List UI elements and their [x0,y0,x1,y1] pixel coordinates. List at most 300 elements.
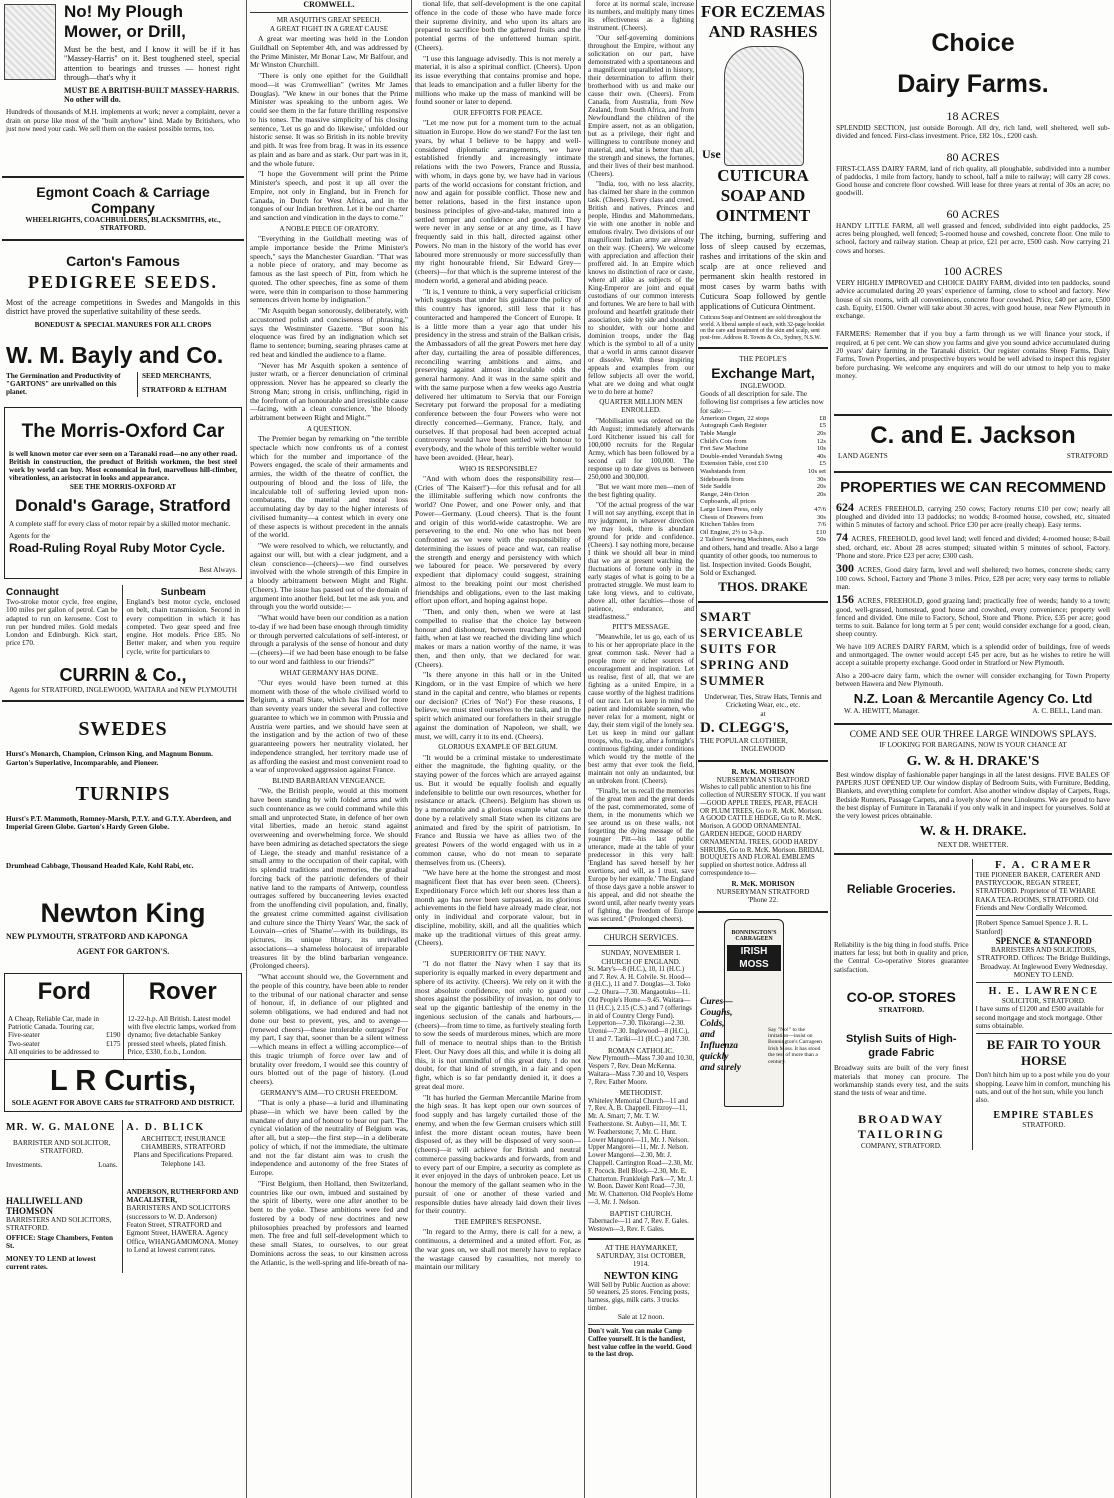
item-label: Chests of Drawers from [700,513,764,521]
rover-title: Rover [148,977,217,1005]
smart-at: at [760,709,766,718]
property-listing [834,530,1112,561]
newton-sub: NEW PLYMOUTH, STRATFORD AND KAPONGA [6,931,188,941]
item-label: Sideboards from [700,475,744,483]
exchange-mart-ad [698,353,828,597]
exchange-foot: and others, hand and treadle. Also a large quantity of other goods, too numerous to list. Inspection invited. Goods Bought, Sold or Exchanged. [700,543,819,577]
irish-moss-ad [698,917,828,1111]
smart-line: SERVICEABLE [700,625,804,641]
morison-phone: 'Phone 22. [747,896,779,905]
article-paras-6 [250,1099,408,1267]
currin-ad [2,658,244,696]
professional-cards [2,1120,244,1274]
roman-body: New Plymouth—Mass 7.30 and 10.30, Vespers 7, Rev. Dean McKenna. Waitara—Mass 7.30 and 10, Vespers 7, Rev. Father Moore. [588,1055,694,1086]
column-rule [696,0,697,1498]
clegg-title: D. CLEGG'S, [700,720,789,737]
irish-title: IRISH MOSS [727,945,781,971]
turnips-title: TURNIPS [75,782,171,805]
halliwell-sub: BARRISTERS AND SOLICITORS, STRATFORD. [6,1215,112,1232]
irish-foot: Say "No!" to the imitation—insist on Bonnington's Carrageen Irish Moss. It has stood the test of more than a century. [768,1026,822,1065]
item-price: 40s [816,452,826,460]
empire-sub: STRATFORD. [1022,1121,1066,1130]
item-label: Large Linen Press, only [700,505,763,513]
item-price: 30s [816,513,826,521]
peace-subhead: OUR EFFORTS FOR PEACE. [453,109,543,117]
drake-sig: THOS. DRAKE [718,579,808,595]
exchange-item-row [700,422,826,430]
currin-title: CURRIN & Co., [59,665,187,686]
exchange-item-row [700,453,826,461]
gwh-body: Best window display of fashionable paper hangings in all the latest designs. FIVE BALES OF PAPERS JUST OPENED UP. Our window display of Bedroom Suits, with Furniture, Bedding, Blankets, and everything complete for comfort. Also another window display of Carpets, Rugs, Bedside Runners, Passage Carpets, and a lovely show of new Linoleums. We are proud to have the best display of Furniture in Taranaki if you only walk in and inspect for yourselves. Sold at the very lowest prices obtainable. [836,770,1110,821]
newton-agent: AGENT FOR GARTON'S. [76,947,170,957]
smart-line: SUITS FOR [700,641,778,657]
article-paras-1 [250,35,408,223]
ford-foot: All enquiries to be addressed to [8,1048,99,1057]
property-description: ACRES FREEHOLD, carrying 250 cows; Factory returns £10 per cow; nearly all ploughed and divided into 13 paddocks; no wodds; 8-roomed house, cowshed, etc, situated within 5 minutes of factory and school. Price £30 per acre (really cheap). Easy terms. [836,504,1111,530]
bayly-title: W. M. Bayly and Co. [6,341,224,368]
donald-body: A complete staff for every class of motor repair by a skilled motor mechanic. [9,520,231,529]
cure-word: quickly [700,1051,729,1062]
column-rule [411,0,412,1498]
cure-word: Coughs, [700,1007,733,1018]
ford-body: A Cheap, Reliable Car, made in Patriotic Canada. Touring car, [8,1014,99,1031]
choice-title: Choice [931,29,1015,57]
pitt-subhead: PITT'S MESSAGE. [612,622,670,631]
article-paragraph: "It would be a criminal mistake to underestimate either the magnitude, the fighting quality, or the staying power of the forces which are arrayed against us. But it would be equally foolish and equally indefensible to belittle our own resources, whether for resistance or attack. (Cheers). Belgium has shown us by a memorable and a glorious example what can be done by a relatively small State when its citizens are animated and fired by the spirit of patriotism. In France and Russia we have as allies two of the greatest Powers of the world engaged with us in a common cause, who do not mean to separate themselves from us. (Cheers). [415,752,581,867]
church-eng-heading: CHURCH OF ENGLAND. [601,957,681,966]
item-price: £5 [819,460,826,468]
plough-title: No! My Plough Mower, or Drill, [64,2,186,41]
exchange-item-row [700,536,826,544]
jackson-sub-left: LAND AGENTS [838,452,888,461]
cromwell-heading: CROMWELL. [303,0,355,9]
price-value: £190 [106,1031,121,1040]
property-listing [834,643,1112,668]
article-paragraph: "Meanwhile, let us go, each of us to his or her appropriate place in the great common task. Never had a people more or richer sources of encouragement and inspiration. Let us realise, first of all, that we are fighting as a united Empire, in a cause worthy of the highest traditions of our race. Let us keep in mind the patient and indomitable seamen, who never relax for a moment, night or day, their stern vigil of the lonely sea. Let us keep in mind our gallant troops, who, to-day, after a fortnight's continuous fighting, under conditions which would try the mettle of the best army that ever took the field, maintain not only an undaunted, but an unbroken front. (Cheers). [588,632,694,785]
massey-harris-ad [2,0,244,172]
egmont-sub: WHEELRIGHTS, COACHBUILDERS, BLACKSMITHS, etc., STRATFORD. [25,216,221,233]
exchange-item-row [700,491,826,499]
article-paragraph: force at its normal scale, increase its numbers, and multiply many times its effectiveness as a fighting instrument. (Cheers). [588,0,694,32]
column-1 [2,0,244,1498]
bottom-ads [834,859,1112,1150]
item-price: 7/6 [817,521,826,529]
exchange-item-row [700,438,826,446]
exchange-item-row [700,445,826,453]
farm-acres: 80 ACRES [946,149,1000,164]
smart-line: SPRING AND [700,657,790,673]
article-paras-7 [415,0,581,107]
malone-loans: Loans. [98,1161,118,1170]
exchange-item-list [700,415,826,544]
item-label: Kitchen Tables from [700,521,754,529]
lawrence-body: I have sums of £1200 and £500 available for second mortgage and stock mortgage. Other sums obtainable. [975,1005,1104,1030]
connaught-ad [2,585,123,658]
price-label: Five-seater [8,1031,40,1040]
camp-coffee-note: Don't wait. You can make Camp Coffee yourself. It is the handiest, best value coffee in the world. Good to the last drop. [588,1328,692,1359]
article-paragraph: "I use this language advisedly. This is not merely a material, it is also a spiritual conflict. (Cheers). Upon its issue everything that contains promise and hope, that leads to emancipation and a fuller liberty for the millions who make up the mass of mankind will be found sooner or later to depend. [415,53,581,107]
column-3 [415,0,581,1498]
article-paragraph: "We, the British people, would at this moment have been standing by with folded arms and with such countenance as we could command while this small and unprotected State, in defence of her own vital liberties, made an heroic stand against overweening and overwhelming force. We should have been admiring as detached spectators the siege of Liege, the steady and manful resistance of a small army to the occupation of their capital, with its splendid traditions and memories, the gradual forcing back of the patriotic defenders of their native land to the ramparts of Antwerp, countless outrages suffered by buccaneering levies exacted from the unoffending civil population, and, finally, the greatest crime committed against civilisation and culture since the Thirty Years' War, the sack of Louvain—cries of 'Shame'—with its buildings, its pictures, its unique library, its unrivalled associations—a shameless holocaust of irreparable treasures lit by the blind barbarian vengeance. (Prolonged cheers). [250,786,408,971]
halliwell-money: MONEY TO LEND at lowest current rates. [6,1254,96,1272]
church-eng-body: St. Mary's—8 (H.C.), 10, 11 (H.C.) and 7. Rev. A. H. Colvile. St. Hood—8 (H.C.), 11 and 7. Douglas—3. Toko—2. Ohura—7.30. Mangaotuku—11. Old People's Home—9.45. Waitara—11 (H.C.), 2.15 (C.S.) and 7 (offerings in aid of Country Clergy Fund). Lepperton—7.30. Tikorangi—2.30. Urenui—7.30. Inglewood—8 (H.C.), 11 and 7. Tariki—11 (H.C.) and 7.30. [588,965,692,1044]
exchange-item-row [700,498,826,506]
drumhead-text: Drumhead Cabbage, Thousand Headed Kale, Kohl Rabi, etc. [6,861,194,870]
farm-acres: 18 ACRES [946,109,1000,123]
bottom-left-ads [834,859,973,1150]
blick-sub: ARCHITECT, INSURANCE CHAMBERS, STRATFORD [141,1134,226,1151]
cure-word: Colds, [700,1018,725,1029]
farm-description: SPLENDID SECTION, just outside Borough. All dry, rich land, well sheltered, well sub-divided and fenced. First-class investment. Price, £82 10s., £200 cash. [836,124,1110,141]
halliwell-title: HALLIWELL AND THOMSON [6,1195,83,1216]
farm-listing [834,108,1112,141]
germany-subhead: WHAT GERMANY HAS DONE. [279,668,379,677]
windows-sub: IF LOOKING FOR BARGAINS, NOW IS YOUR CHANCE AT [879,741,1067,750]
exchange-item-row [700,415,826,423]
broadway-title: BROADWAY TAILORING [857,1111,945,1141]
article-paragraph: "Let me now put for a moment turn to the actual situation in Europe. How do we stand? For the last ten years, by what I believe to be happy and well-considered diplomatic arrangements, we have established friendly and increasingly intimate relations with the two Powers, France and Russia, with whom, in days gone by, we have had in various parts of the world occasions for constant friction, and now and again for possible conflict. Those new and better relations, based in the first instance upon business principles of give-and-take, matured into a settled temper and confidence and goodwill. They were never in any sense or at any time, as I have frequently said in this hall, directed against other Powers. No man in the history of the world has ever laboured more strenuously or more successfully than my right honourable friend, Sir Edward Grey—(cheers)—for that which is the supreme interest of the modern world, a general and abiding peace. [415,118,581,285]
belgium-subhead: GLORIOUS EXAMPLE OF BELGIUM. [438,743,558,752]
exchange-item-row [700,506,826,514]
article-paragraph: "And with whom does the responsibility rest—(Cries of 'The Kaiser!')—for this refusal and for all the illimitable suffering which now confronts the world? One Power, and one Power only, and that Power—Germany. (Loud cheers). That is the fount and origin of this world-wide catastrophe. We are persevering to the end. No one who has not been confronted as we were with the responsibility of determining the issues of peace and war, can realise the strength and energy and persistency with which we laboured for peace. We persevered by every expedient that diplomacy could suggest, straining almost to the breaking point our most cherished friendships and obligations, even to the last making effort upon effort, and hoping against hope. [415,473,581,606]
malone-card [2,1120,123,1274]
farmer-illustration [4,4,56,80]
morris-oxford-ad [4,407,242,579]
item-label: Fret Saw Machine [700,445,749,453]
cartons-body: Most of the acreage competitions in Swedes and Mangolds in this district have proved the superlative suitability of these seeds. [6,297,240,316]
newton-title: Newton King [40,897,206,928]
reliable-title: Reliable Groceries. [846,881,956,896]
anderson-sub: BARRISTERS AND SOLICITORS (successors to W. D. Anderson) [126,1204,231,1221]
cartons-ad [2,245,244,332]
item-label: Child's Cots from [700,437,747,445]
farm-description: HANDY LITTLE FARM, all well grassed and fenced, subdivided into eight paddocks, 25 acres being ploughed, well fenced; 5-roomed house and cowshed, concrete floor. One mile to school, factory and railway station. Cheap at price, £21 per acre, £500 cash. Now carrying 21 cows and horses. [836,221,1110,255]
baptist-heading: BAPTIST CHURCH. [609,1209,673,1218]
article-paragraph: "That is only a phase—a lurid and illuminating phase—in which we have been called by the mandate of duty and of honour to bear our part. The cynical violation of the neutrality of Belgium was, after all, but a step—the first step—in a deliberate policy of which, if not the immediate, the ultimate and not the far distant aim was to crush the independence and autonomy of the free States of Europe. [250,1098,408,1178]
item-price: 20s [816,483,826,491]
article-paragraph: "In regard to the Army, there is call for a new, a continuous, a determined and a united effort. For, as the war goes on, we shall not merely have to replace the wastage caused by casualties, not merely to maintain our military [415,1227,581,1272]
item-price: 50s [816,536,826,544]
item-label: 2 Tailors' Sewing Machines, each [700,536,789,544]
exchange-item-row [700,468,826,476]
malone-sub: BARRISTER AND SOLICITOR, STRATFORD. [13,1138,111,1155]
methodist-body: Whiteley Memorial Church—11 and 7, Rev. A. B. Chappell. Fitzroy—11, Mr. A. Smart; 7, Mr. T. W. Featherstone. St. Aubyn—11, Mr. T. W. Featherstone; 7, Mr. C. Hunt. Lower Mangorei—11, Mr. J. Nelson. Upper Mangorei—11, Mr. J. Nelson. Lower Mangorei—2.30, Mr. J. Chappell. Carrington Road—2.30, Mr. F. Pocock. Bell Block—2.30, Mr. E. Chatterton. Frankleigh Park—7, Mr. J. W. Boon. Dawer Kent Road—7.30, Mr. W. Chatterton. Old People's Home—3, Mr. J. Nelson. [588,1097,694,1206]
smart-line: SMART [700,609,752,625]
curtis-sub: SOLE AGENT FOR ABOVE CARS for STRATFORD AND DISTRICT. [11,1099,235,1108]
item-label: Oil Engine, 2½ to 3-h.p. [700,528,765,536]
connaught-body: Two-stroke motor cycle, free engine, 100 miles per gallon of petrol. Can be adapted to run on kerosene. Cost to run per hundred miles. Gold medals London and Edinburgh. Kick start, price £70. [6,597,118,648]
crush-freedom-subhead: GERMANY'S AIM—TO CRUSH FREEDOM. [260,1088,398,1097]
cuticura-big: CUTICURA SOAP AND OINTMENT [715,166,811,225]
church-date: SUNDAY, NOVEMBER 1. [601,949,681,958]
clegg-ad [698,607,828,755]
property-acres: 156 [836,592,858,607]
wh-drake-sub: NEXT DR. WHETTER. [937,840,1009,849]
property-description: ACRES, FREEHOLD, good level land; well fenced and divided; 4-roomed house; 8-bail shed, orchard, etc. About 28 acres stumped; situated within 5 minutes of school, Factory. 'Phone and store. Price £23 per acre; £300 cash. [836,535,1110,561]
plough-tag: MUST BE A BRITISH-BUILT MASSEY-HARRIS. No other will do. [64,85,239,105]
item-label: Table Mangle [700,430,737,438]
cuticura-foot: Cuticura Soap and Ointment are sold throughout the world. A liberal sample of each, with 32-page booklet on the care and treatment of the skin and scalp, sent post-free. Address R. Towns & Co., Sydney, N.S.W. [700,315,825,341]
morison-body: Wishes to call public attention to his fine collection of NURSERY STOCK. If you want—GOOD APPLE TREES, PEAR, PEACH OR PLUM TREES, Go to R. McK. Morison. A GOOD CATTLE HEDGE, Go to R. McK. Morison. A GOOD ORNAMENTAL GARDEN HEDGE, GOOD HARDY ORNAMENTAL TREES, GOOD HARDY SHRUBS, Go to R. McK. Morison. BRIDAL BOUQUETS AND FLORAL EMBLEMS supplied on shortest notice. Address all correspondence to— [700,784,826,877]
asquith-subhead: MR ASQUITH'S GREAT SPEECH. [276,16,382,25]
swedes-body: Hurst's Monarch, Champion, Crimson King, and Magnum Bonum. Garton's Superlative, Incomparable, and Pioneer. [6,750,213,767]
swedes-title: SWEDES [78,718,168,741]
farm-acres: 100 ACRES [943,263,1003,278]
item-price: 10s set [807,468,826,476]
cartons-title: Carton's Famous [66,252,180,269]
ford-price-list [8,1031,120,1048]
motorcycle-ads [2,585,244,658]
ford-price-row [8,1031,120,1039]
bayly-right2: STRATFORD & ELTHAM [142,386,227,394]
property-listing [834,592,1112,639]
newton-king-ad [2,872,244,959]
exchange-place: INGLEWOOD. [740,381,786,390]
sunbeam-title: Sunbeam [160,586,206,598]
article-paragraph: "We were resolved to which, we reluctantly, and against our will, but with a clear judgment, and a clean conscience—(cheers)—we find ourselves involved with the whole strength of this Empire in a bloody arbitrament between Might and Right. (Cheers). The issue has passed out of the domain of argument into another field, but let me ask you, and through you the world outside:— [250,541,408,612]
clegg-sub: THE POPULAR CLOTHIER, [700,737,788,746]
ford-title: Ford [37,977,91,1005]
plough-body: Must be the best, and I know it will be if it has "Massey-Harris" on it. Best toughened steel, special attention to bearings and trusses — honest right through—that's why it [64,45,240,83]
price-label: Two-seater [8,1039,40,1048]
farm-description: FIRST-CLASS DAIRY FARM, land of rich quality, all ploughable, subdivided into a number of paddocks, 1 mile from factory, handy to school, half a mile to railway; will carry 28 cows. Good house and concrete floor cowshed. Will lease for three years at rental of 30s an acre; no goodwill. [836,164,1110,198]
item-label: Cupboards, all prices [700,498,756,506]
spence-body: BARRISTERS AND SOLICITORS, STRATFORD. Offices: The Bridge Buildings, Broadway. At Inglewood Every Wednesday. MONEY TO LEND. [977,945,1111,979]
article-paragraph: "Our eyes would have been turned at this moment with those of the whole civilised world to Belgium, a small State, which has lived for more than seventy years under the several and collective guarantee to which we in common with Prussia and Austria were parties, and we should have seen at the instigation and by the action of two of these guaranteeing powers her neutrality violated, her independence strangled, her territory made use of as affording the easiest and most convenient road to a war of unprovoked aggression against France. [250,677,408,775]
spence-title: SPENCE & STANFORD [995,935,1092,946]
morison-sig: R. McK. MORISON [731,879,795,888]
article-paragraph: "Is there anyone in this hall or in the United Kingdom, or in the vast Empire of which we here stand in the capital and centre, who blames or repents our decision? (Cries of 'No!') For these reasons, I believe, we must steel ourselves to the task, and in the spirit which animated our forefathers in their struggle against the domination of Napoleon, we shall, we must, we will, carry it to its end. (Cheers). [415,670,581,741]
rover-ad [124,974,241,1060]
reliable-body: Reliability is the big thing in food stuffs. Price matters far less; but both in quality and price, the Central Co-operative Stores guarantee satisfaction. [834,940,969,974]
morris-title: The Morris-Oxford Car [21,420,225,442]
ford-price-row [8,1040,120,1048]
coop-title: CO-OP. STORES [846,989,956,1006]
exchange-item-row [700,430,826,438]
article-paras-4 [250,679,408,775]
blick-sub2: Plans and Specifications Prepared. Telephone 143. [133,1151,233,1168]
cure-word: Cures— [700,996,733,1007]
cramer-body: THE PIONEER BAKER, CATERER AND PASTRYCOOK, REGAN STREET, STRATFORD. Proprietor of TE WHARE RAKA TEA-ROOMS, STRATFORD. Old Friends and New Cordially Welcomed. [975,870,1101,913]
cartons-foot: BONEDUST & SPECIAL MANURES FOR ALL CROPS [34,321,212,330]
item-price: 20s [816,490,826,498]
column-rule [830,0,831,1498]
stylish-title: Stylish Suits of High-grade Fabric [845,1033,957,1060]
cuticura-body: The itching, burning, suffering and loss of sleep caused by eczemas, rashes and irritations of the skin and scalp are at once relieved and permanent skin health restored in most cases by warm baths with Cuticura Soap followed by gentle applications of Cuticura Ointment. [700,232,826,311]
jackson-title: C. and E. Jackson [870,422,1076,450]
article-paras-9 [415,475,581,742]
anderson-title: ANDERSON, RUTHERFORD AND MACALISTER, [126,1187,239,1205]
haymarket-body: Will Sell by Public Auction as above: 50 weaners, 25 stores. Fencing posts, harness, gigs, milk carts. 3 trucks timber. [588,1281,691,1312]
property-description: ACRES, FREEHOLD, good grazing land; practically free of weeds; handy to a town; good, well-grassed, homestead, good house and cowshed, every convenience; property well fenced and divided. One mile to Factory, School, Store and 'Phone. Price, £35 per acre; good terms to suit. Balance for long term at 5 per cent; would consider exchange for a good, clean, sheep country. [836,597,1110,639]
irish-brand: BONNINGTON'S CARRAGEEN [731,929,777,943]
nz-loan: N.Z. Loan & Mercantile Agency Co. Ltd [853,691,1093,707]
item-label: Double-ended Verandah Swing [700,452,783,460]
cure-word: and [700,1029,715,1040]
property-listing [834,672,1112,689]
property-description: ACRES, Good dairy farm, level and well sheltered; two homes, concrete sheds; carry 100 cows. School, Factory and 'Phone 3 miles. Price, £28 per acre; very easy terms to reliable man. [836,566,1110,591]
article-paragraph: "Finally, let us recall the memories of the great men and the great deeds of the past, commemorated, some of them, in the monuments which we see around us on these walls, not forgetting the dying message of the younger Pitt—his last public utterance, made at the table of your predecessor in this very hall: 'England has saved herself by her exertions, and will, as I trust, save Europe by her example.' The England of those days gave a noble answer to his appeal, and did not sheathe the sword until, after nearly twenty years of fighting, the freedom of Europe was secured." (Prolonged cheers). [588,786,694,923]
quarter-million-subhead: QUARTER MILLION MEN ENROLLED. [599,398,683,415]
column-6 [834,0,1112,1498]
morison-title: R. McK. MORISON [731,767,795,776]
blick-card [123,1120,244,1274]
windows-title: COME AND SEE OUR THREE LARGE WINDOWS SPLAYS. [849,730,1097,741]
item-price: 10s [816,445,826,453]
item-label: American Organ, 22 stops [700,414,770,422]
price-value: £175 [106,1039,121,1048]
article-paras-10 [415,754,581,949]
article-paragraph: "Then, and only then, when we were at last compelled to realise that the choice lay between honour and dishonour, between treachery and good faith, when at last we reached the dividing line which makes or mars a nation worthy of the name, it was then, and then only, that we declared for war. (Cheers). [415,607,581,669]
empire-title: EMPIRE STABLES [993,1110,1095,1122]
item-price: £8 [819,414,826,422]
article-paras-2 [250,235,408,423]
bayly-left: The Germination and Productivity of "GARTONS" are unrivalled on this planet. [6,371,121,397]
item-label: Washstands from [700,468,746,476]
item-price: 30s [816,475,826,483]
item-price: £10 [816,528,826,536]
bayly-right1: SEED MERCHANTS, [142,371,212,380]
article-paragraph: The Premier began by remarking on "the terrible spectacle which now confronts us of a contest which for the number and importance of the Powers engaged, the scale of their armaments and armies, the width of the theatre of conflict, the outpouring of blood and the loss of life, the incalculable toll of suffering levied upon non-combatants, the material and moral loss accumulating day by day to the higher interests of civilised humanity—a contest which in every one of these aspects is without precedent in the annals of the world. [250,434,408,540]
exchange-item-row [700,514,826,522]
befair-title: BE FAIR TO YOUR HORSE [986,1037,1101,1069]
property-description: We have 109 ACRES DAIRY FARM, which is a splendid order of buildings, free of weeds and unmortgaged. The owner would accept £45 per acre, but as he wishes to retire he will accept a suitable property exchange. Good order in Stratford or New Plymouth. [836,642,1110,668]
bayly-ad [2,332,244,399]
item-label: Range, 24in Orion [700,490,749,498]
haymarket-name: NEWTON KING [603,1270,679,1282]
exchange-item-row [700,460,826,468]
malone-title: MR. W. G. MALONE [6,1121,116,1133]
irish-cures-list [700,997,760,1074]
broadway-sub: COMPANY, STRATFORD. [860,1141,942,1150]
property-acres: 74 [836,530,852,545]
smart-line: SUMMER [700,673,766,689]
column-rule [246,0,247,1498]
property-listing [834,561,1112,591]
plough-foot: Hundreds of thousands of M.H. implements at work; never a complaint, never a drain on purse like most of the "built anyhow" kind. Made by Britishers, who just now need your cash. We sell them on the easiest possible terms, too. [6,108,240,134]
donald-title: Donald's Garage, Stratford [15,496,231,516]
farmers-note: FARMERS: Remember that if you buy a farm through us we will finance your stock, if required, at 6 per cent. We can show you farms and give you sound advice accumulated during 20 years' dairy farming in the Taranaki district. Our register contains Sheep Farms, Dairy Farms, Town Properties, and prospective buyers would be well advised to inspect this register before purchasing. We welcome any enquirers and will do our utmost to help you to make money. [836,330,1110,380]
props-title: PROPERTIES WE CAN RECOMMEND [840,478,1106,496]
cuticura-use: Use [702,147,721,161]
item-label: Side Saddle [700,483,732,491]
article-paragraph: "What would have been our condition as a nation to-day if we had been base enough through timidity or through perverted calculations of self-interest, or through a paralysis of the sense of honour and duty—(cheers)—if we had been base enough to be false to our word and faithless to our friends?" [250,613,408,666]
cramer-title: F. A. CRAMER [994,858,1093,871]
smart-body: Underwear, Ties, Straw Hats, Tennis and Cricketing Wear, etc., etc. [704,693,822,710]
ford-rover-ad [4,973,242,1112]
great-fight-subhead: A GREAT FIGHT IN A GREAT CAUSE [269,24,389,33]
article-paras-14 [588,417,694,621]
smart-lines [700,609,826,689]
property-acres: 624 [836,499,859,514]
egmont-ad [2,182,244,235]
methodist-heading: METHODIST. [619,1089,663,1098]
church-heading: CHURCH SERVICES. [603,932,679,942]
question-subhead: A QUESTION. [306,424,352,433]
cure-word: Influenza [700,1040,739,1051]
article-paragraph: "It has hurled the German Mercantile Marine from the high seas. It has kept open our own sources of food supply and has largely curtailed those of the enemy, and when the few German cruisers which still infest the more distant ocean routes, have been disposed of, as they will be disposed of very soon—(cheers)—it will achieve for British and neutral commerce passing backwards and forwards, from and to every part of our Empire, a security as complete as it ever enjoyed in the days of unbroken peace. Let us honour the memory of the gallant seamen who in the pursuit of one or another of these varied and responsible duties have already laid down their lives for their country. [415,1092,581,1216]
article-paragraph: "India, too, with no less alacrity, has claimed her share in the common task. (Cheers). Every class and creed, British and natives, Princes and people, Hindus and Mahommedans, vie with one another in noble and emulous rivalry. Two divisions of our magnificent Indian army are already on their way. (Cheers). We welcome with appreciation and affection their proffered aid. In an Empire which knows no distinction of race or caste, where all alike as subjects of the King-Emperor are joint and equal custodians of our common interests and fortunes. We are here to hail with profound and heartfelt gratitude their association, side by side and shoulder to shoulder, with our home and dominion troops, under the flag which is the symbol to all of a unity that a world in arms cannot dissever or dissolve. With these inspiring appeals and examples from our fellow subjects all over the world, what are we doing and what ought we to do here at home? [588,180,694,396]
nz-loan-landman: A. C. BELL, Land man. [1032,707,1102,716]
exchange-item-row [700,483,826,491]
responsible-subhead: WHO IS RESPONSIBLE? [459,464,537,473]
column-5 [698,0,828,1498]
article-paragraph: "Our self-governing dominions throughout the Empire, without any solicitation on our part, have demonstrated with a spontaneous and a magnificent unparalleled in history, their determination to affirm their brotherhood with us and make our cause their own. (Cheers). From Canada, from Australia, from New Zealand, from South Africa, and from Newfoundland the children of the Empire assert, not as an obligation, but as a privilege, their right and willingness to contribute money and material, and, what is better than all, the strength and sinews, the fortunes, and their lives of their best manhood. (Cheers). [588,34,694,178]
navy-subhead: SUPERIORITY OF THE NAVY. [450,950,546,959]
exchange-item-row [700,521,826,529]
article-paragraph: "Of the actual progress of the war I will not say anything, except that in my judgment, in whatever direction we may look, there is abundant ground for pride and confidence. (Cheers). I say nothing more, because I think we should all bear in mind that we are at present watching the fluctuations of fortune only in the early stages of what is going to be a protracted struggle. We must learn to take long views, and to cultivate, above all, other faculties—those of patience, endurance, and steadfastness." [588,500,694,621]
article-paragraph: "What account should we, the Government and the people of this country, have been able to render to the tribunal of our national character and sense of honour, if, in defiance of our plighted and solemn obligations, we had endured and had not done our best to prevent, yes, and to avenge—(renewed cheers)—these intolerable outrages? For my part, I say that, sooner than be a silent witness—which means in effect a willing accomplice—of this tragic triumph of force over law and of brutality over freedom, I would see this country of ours blotted out of the page of history. (Loud cheers). [250,972,408,1087]
article-paragraph: A great war meeting was held in the London Guildhall on September 4th, and was addressed by the Prime Minister, Mr Bonar Law, Mr Balfour, and Mr Winston Churchill. [250,34,408,70]
ford-ad [5,974,124,1060]
article-paragraph: "Everything in the Guildhall meeting was of ample importance beside the Prime Minister's speech," says the Manchester Guardian. "That was a noble piece of oratory, and may become as famous as the last speech of Pitt, from which he quoted. The other speeches, fine as some of them were, were thin in comparison to those hammering sentences driven home by indignation." [250,234,408,305]
gwh-title: G. W. & H. DRAKE'S [906,753,1040,769]
woman-illustration [724,46,804,166]
malone-investments: Investments. [6,1161,43,1170]
item-label: Extension Table, cost £10 [700,460,768,468]
clegg-place: INGLEWOOD [741,745,785,754]
item-label: Autograph Cash Register [700,422,767,430]
properties-list [834,499,1112,689]
exchange-item-row [700,529,826,537]
cure-word: and surely [700,1062,741,1073]
article-paras-12 [415,1228,581,1272]
curtis-title: L R Curtis, [49,1065,197,1098]
article-paragraph: "Mr Asquith began sonorously, deliberately, with accustomed polish and conciseness of phrasing," says the Westminster Gazette. "But soon his eloquence was fired by an indignation which set flame to sentence; burning, searing phrases came at red heat and kindled the audience to a flame. [250,306,408,359]
article-paras-3 [250,435,408,667]
morison-ad [698,766,828,907]
morris-see: SEE THE MORRIS-OXFORD AT [69,482,177,491]
article-paragraph: tional life, that self-development is the one capital offence in the code of those who have made force their supreme divinity, and who upon its altars are prepared to sacrifice both the gathered fruits and the potential germs of the unfettered human spirit. (Cheers). [415,0,581,52]
item-price: 47/6 [814,505,826,513]
seeds-list-ad [2,706,244,871]
article-paras-15 [588,633,694,923]
cuticura-ad [698,0,828,343]
exchange-title: Exchange Mart, [711,364,815,381]
item-price: £5 [819,422,826,430]
farms-list [834,108,1112,320]
cartons-big: PEDIGREE SEEDS. [27,271,219,292]
connaught-title: Connaught [6,586,59,598]
article-paragraph: "I hope the Government will print the Prime Minister's speech, and post it up all over the Empire, not only in England, but in French for Canada, in Dutch for West Africa, and in the tongues of our Indian brethren. Let it be our charter and sanction and vindication in the days to come." [250,169,408,222]
sunbeam-ad [123,585,244,658]
item-price: 20s [816,430,826,438]
article-paragraph: "But we want more men—men of the best fighting quality. [588,482,694,499]
property-listing [834,499,1112,530]
wh-drake: W. & H. DRAKE. [919,823,1027,839]
anderson-body: Featon Street, STRATFORD and Egmont Street, HAWERA. Agency Office, WHANGAMOMONA. Money to Lend at lowest current rates. [126,1221,239,1254]
cuticura-top: FOR ECZEMAS AND RASHES [700,2,826,41]
article-paragraph: "It is, I venture to think, a very superficial criticism which suggests that under his guidance the policy of this country has ignored, still less that it has counteracted and hampered the Concert of Europe. It is a little more than a year ago that under his presidency in the stress and strain of the Balkan crisis, the Ambassadors of all the great Powers met here day after day, curtailing the area of possible differences, reconciling warring ambitions and aims, and preserving against almost incalculable odds the general harmony. And it was in the same spirit and with the same purpose when a few weeks ago Austria delivered her ultimatum to Servia that our Foreign Secretary put forward the proposal for a mediating conference between the four Powers who were not directly concerned—Germany, France, Italy, and ourselves. If that proposal had been accepted actual controversy would have been settled with honour to everybody, and the whole of this terrible welter would have been avoided. (Hear, hear). [415,286,581,462]
morris-body: is well known motor car ever seen on a Taranaki road—no any other road. British in construction, the product of British workmen, the best steel work by world can buy. Most economical in fuel, marvellous hill-climber, vibrationless, an aristocrat in looks and appearance. [9,449,237,483]
currin-sub: Agents for STRATFORD, INGLEWOOD, WAITARA and NEW PLYMOUTH [9,686,237,695]
haymarket-heading: AT THE HAYMARKET, [604,1243,678,1252]
donald-road: Road-Ruling Royal Ruby Motor Cycle. [9,540,226,555]
article-paragraph: "First Belgium, then Holland, then Switzerland, countries like our own, imbued and sustained by the spirit of liberty, were one after another to be bent to the yoke. These ambitions were fed and fostered by a body of new doctrines and new philosophies preached by professors and learned men. The free and full self-development which to these small States, to ourselves, to our great Dominions across the seas, to our kinsmen across the Atlantic, is the well-spring and life-breath of na- [250,1178,408,1267]
choice-sub: Dairy Farms. [897,70,1049,98]
jackson-sub-right: STRATFORD [1066,452,1108,461]
column-2 [250,0,408,1498]
farm-listing [834,149,1112,198]
article-paras-13 [588,0,694,396]
morison-sig2: NURSERYMAN STRATFORD [716,888,810,897]
stylish-body: Broadway suits are built of the very finest materials that money can procure. The workmanship stands every test, and the suits stand the tests of wear and time. [834,1064,969,1098]
lawrence-title: H. E. LAWRENCE [988,986,1099,998]
lawrence-sub: SOLICITOR, STRATFORD. [1001,997,1086,1006]
exchange-intro: Goods of all description for sale. The following list comprises a few articles now for sale:— [700,389,824,415]
blick-title: A. D. BLICK [126,1121,206,1133]
rover-body: 12-22-h.p. All British. Latest model with five electric lamps, worked from dynamo; five detachable Sankey pressed steel wheels, plated finish. Price, £330, f.o.b., London. [127,1014,237,1056]
